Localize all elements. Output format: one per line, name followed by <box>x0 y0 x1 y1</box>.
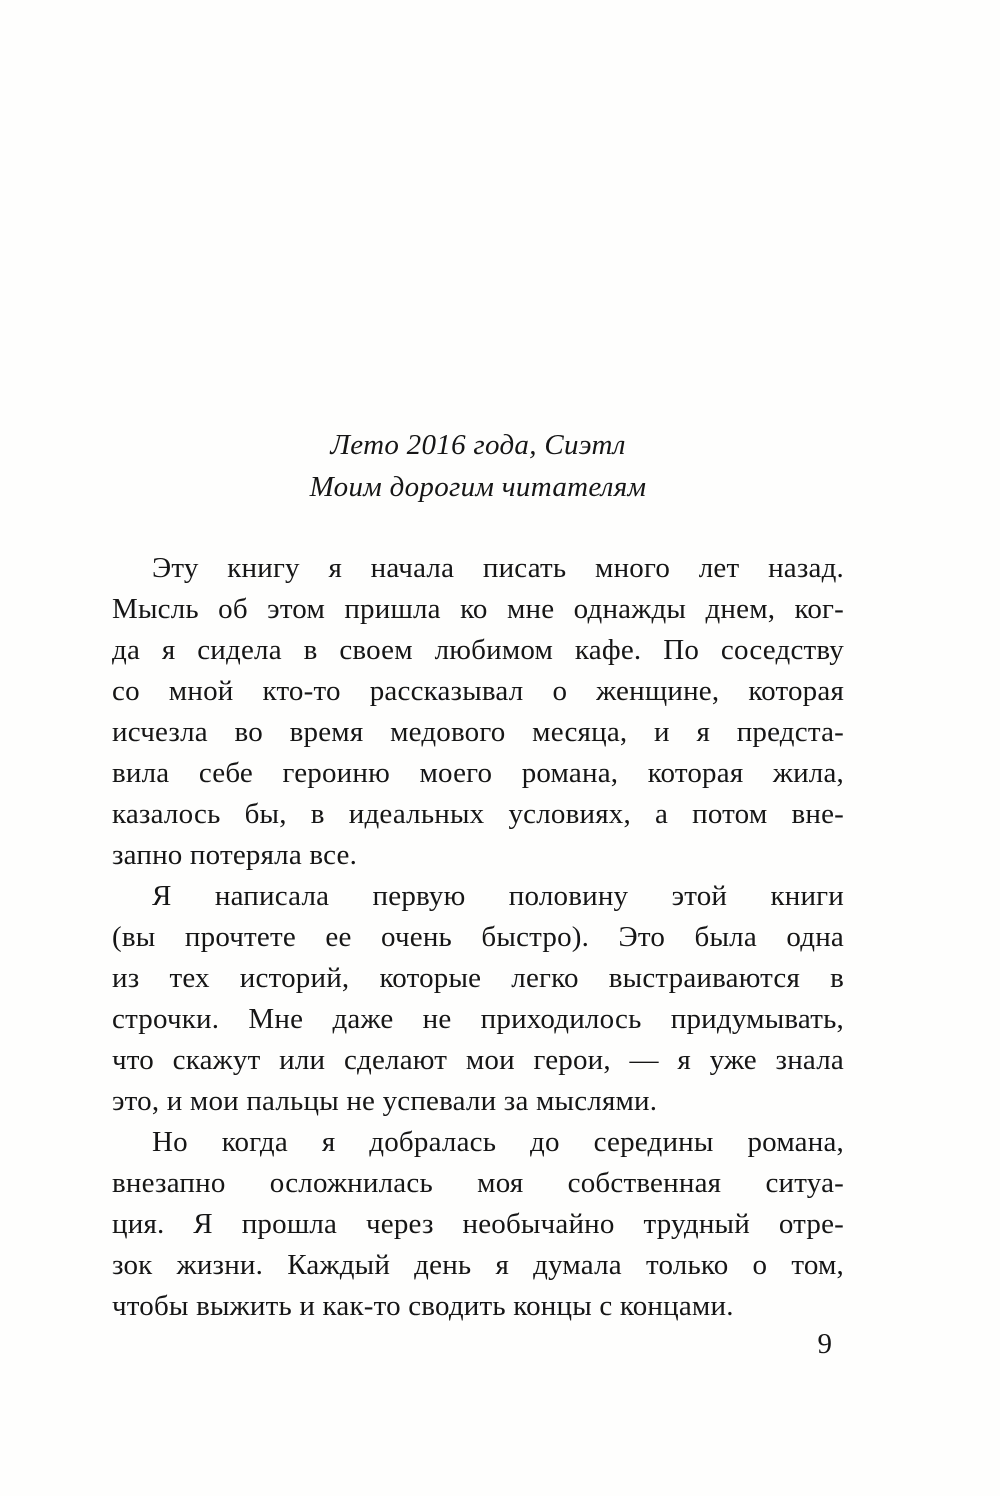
text-line: ция. Я прошла через необычайно трудный отре- <box>112 1208 844 1240</box>
text-line: внезапно осложнилась моя собственная ситуа- <box>112 1167 844 1199</box>
body-text <box>112 548 844 1327</box>
text-line: исчезла во время медового месяца, и я предста- <box>112 716 844 748</box>
heading-line: Моим дорогим читателям <box>309 471 647 503</box>
text-line: да я сидела в своем любимом кафе. По соседству <box>112 634 844 666</box>
dedication-heading <box>112 424 844 508</box>
text-line: Но когда я добралась до середины романа, <box>152 1126 844 1158</box>
heading-line: Лето 2016 года, Сиэтл <box>330 429 626 461</box>
text-line: строчки. Мне даже не приходилось придумывать, <box>112 1003 844 1035</box>
paragraph <box>112 548 844 876</box>
text-line: казалось бы, в идеальных условиях, а потом вне- <box>112 798 844 830</box>
paragraph <box>112 876 844 1122</box>
text-line: Мысль об этом пришла ко мне однажды днем, ког- <box>112 593 844 625</box>
text-line: со мной кто-то рассказывал о женщине, которая <box>112 675 844 707</box>
page-number: 9 <box>817 1328 832 1360</box>
text-line: Я написала первую половину этой книги <box>152 880 844 912</box>
text-line: из тех историй, которые легко выстраиваются в <box>112 962 844 994</box>
text-line: (вы прочтете ее очень быстро). Это была одна <box>112 921 844 953</box>
text-line: что скажут или сделают мои герои, — я уже знала <box>112 1044 844 1076</box>
text-line: чтобы выжить и как-то сводить концы с концами. <box>112 1290 734 1322</box>
text-line: зок жизни. Каждый день я думала только о том, <box>112 1249 844 1281</box>
paragraph <box>112 1122 844 1327</box>
text-line: Эту книгу я начала писать много лет назад. <box>152 552 844 584</box>
text-line: запно потеряла все. <box>112 839 358 871</box>
text-line: вила себе героиню моего романа, которая жила, <box>112 757 844 789</box>
text-line: это, и мои пальцы не успевали за мыслями. <box>112 1085 658 1117</box>
